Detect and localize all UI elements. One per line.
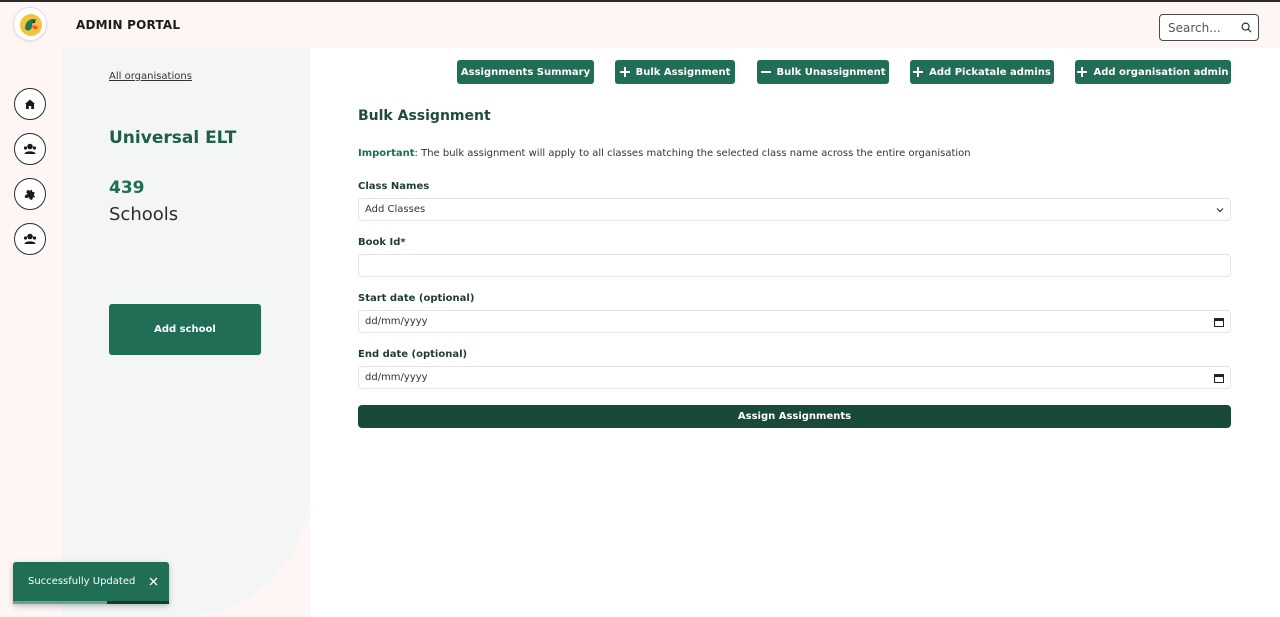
nav-admins-button[interactable]	[14, 223, 46, 255]
minus-icon	[761, 67, 771, 77]
main-content	[310, 48, 1280, 617]
portal-title: ADMIN PORTAL	[76, 18, 181, 32]
toast-progress-fill	[13, 601, 107, 604]
bulk-unassignment-button[interactable]	[757, 60, 889, 84]
search-box[interactable]	[1159, 14, 1259, 41]
plus-icon	[620, 67, 630, 77]
organisation-panel	[62, 48, 310, 617]
start-date-label: Start date (optional)	[358, 293, 475, 304]
bulk-assignment-button[interactable]	[615, 60, 735, 84]
add-organisation-admin-label: Add organisation admin	[1093, 66, 1229, 78]
header	[0, 2, 1280, 48]
school-count: 439	[109, 178, 145, 198]
class-names-value: Add Classes	[365, 204, 426, 215]
organisation-name: Universal ELT	[109, 128, 237, 148]
toast-message: Successfully Updated	[28, 576, 136, 587]
form-title: Bulk Assignment	[358, 108, 491, 124]
search-icon[interactable]	[1241, 18, 1252, 37]
action-bar	[310, 60, 1280, 84]
end-date-value: dd/mm/yyyy	[365, 372, 428, 383]
class-names-select[interactable]	[358, 198, 1231, 221]
chevron-down-icon	[1216, 207, 1224, 213]
close-icon[interactable]	[146, 574, 160, 588]
book-id-input[interactable]	[358, 254, 1231, 277]
puzzle-icon	[24, 188, 36, 200]
bulk-unassignment-label: Bulk Unassignment	[776, 66, 886, 78]
important-note	[358, 148, 971, 159]
calendar-icon[interactable]	[1214, 317, 1224, 327]
home-icon	[24, 98, 36, 110]
calendar-icon[interactable]	[1214, 373, 1224, 383]
start-date-value: dd/mm/yyyy	[365, 316, 428, 327]
class-names-label: Class Names	[358, 181, 430, 192]
parrot-logo-icon	[19, 13, 43, 37]
end-date-input[interactable]	[358, 366, 1231, 389]
add-pickatale-admins-button[interactable]	[910, 60, 1054, 84]
app-logo[interactable]	[13, 7, 47, 41]
assignments-summary-label: Assignments Summary	[460, 66, 591, 78]
users-icon	[23, 143, 37, 155]
plus-icon	[1077, 67, 1087, 77]
bulk-assignment-label: Bulk Assignment	[635, 66, 731, 78]
nav-puzzle-button[interactable]	[14, 178, 46, 210]
plus-icon	[913, 67, 923, 77]
end-date-label: End date (optional)	[358, 349, 468, 360]
add-organisation-admin-button[interactable]	[1075, 60, 1231, 84]
book-id-label: Book Id*	[358, 237, 406, 248]
assignments-summary-button[interactable]	[457, 60, 594, 84]
search-input[interactable]	[1168, 21, 1238, 35]
assign-assignments-button[interactable]: Assign Assignments	[358, 405, 1231, 428]
toast-progress-bar	[13, 601, 169, 604]
nav-home-button[interactable]	[14, 88, 46, 120]
all-organisations-link[interactable]: All organisations	[109, 71, 192, 82]
add-pickatale-admins-label: Add Pickatale admins	[929, 66, 1051, 78]
school-count-label: Schools	[109, 204, 179, 225]
start-date-input[interactable]	[358, 310, 1231, 333]
left-nav	[0, 48, 62, 617]
nav-users-button[interactable]	[14, 133, 46, 165]
important-label: Important	[358, 148, 415, 159]
admins-icon	[23, 233, 37, 245]
add-school-button[interactable]: Add school	[109, 304, 261, 355]
success-toast	[13, 562, 169, 604]
important-text: : The bulk assignment will apply to all classes matching the selected class name across the entire organisation	[414, 148, 971, 159]
